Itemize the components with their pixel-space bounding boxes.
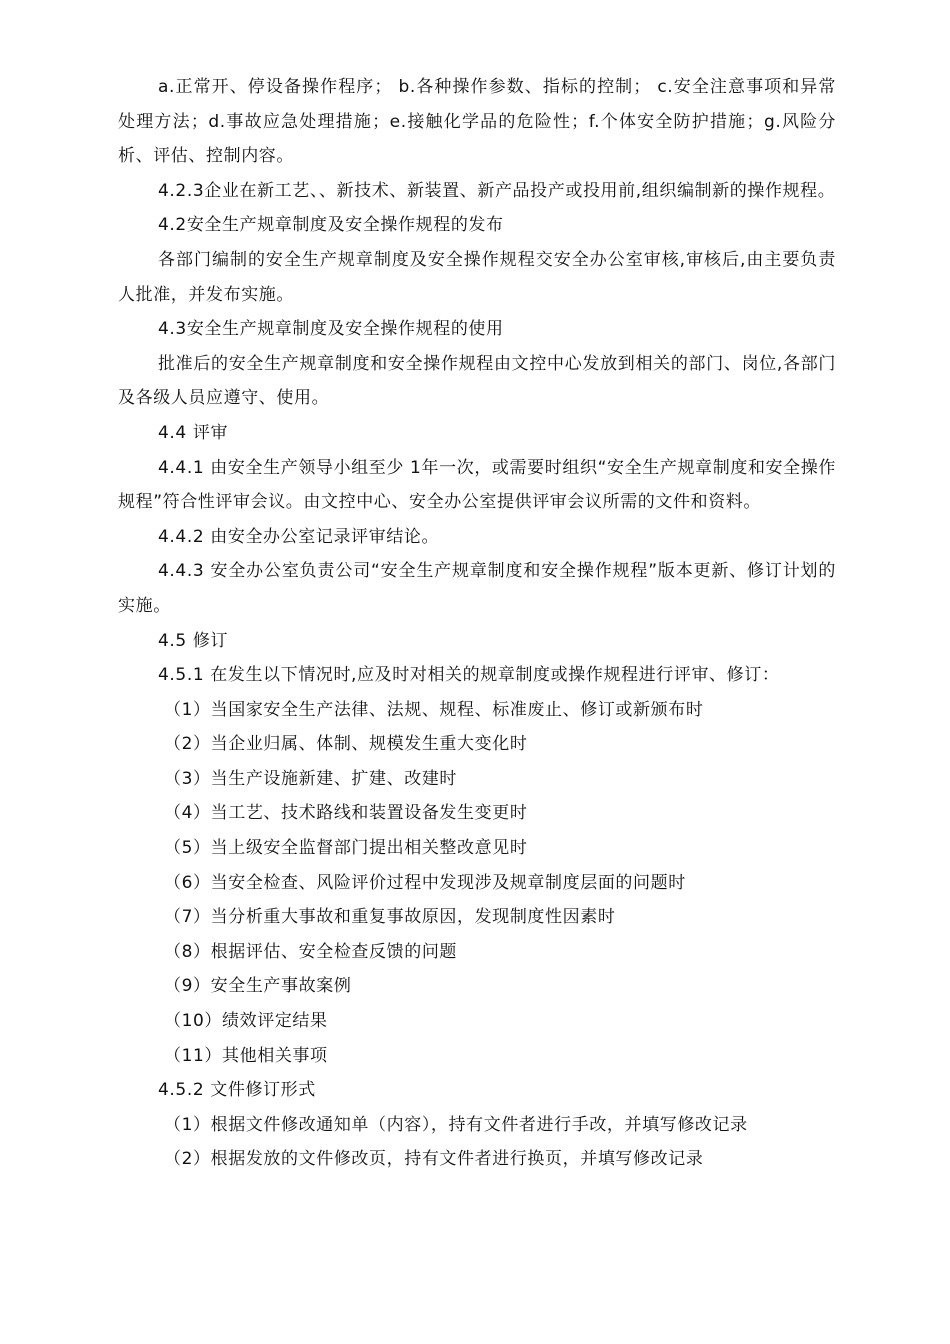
clause-4-2-3: 4.2.3企业在新工艺、、新技术、新装置、新产品投产或投用前,组织编制新的操作规程。	[158, 180, 836, 201]
list-item: （2）当企业归属、体制、规模发生重大变化时	[164, 734, 528, 755]
heading-4-5-2: 4.5.2 文件修订形式	[158, 1080, 316, 1101]
list-item: （8）根据评估、安全检查反馈的问题	[164, 941, 458, 962]
list-item: （11）其他相关事项	[164, 1045, 328, 1066]
heading-4-4: 4.4 评审	[158, 422, 229, 443]
list-item: （1）根据文件修改通知单（内容），持有文件者进行手改，并填写修改记录	[164, 1114, 748, 1135]
clause-4-5-1: 4.5.1 在发生以下情况时,应及时对相关的规章制度或操作规程进行评审、修订：	[158, 665, 780, 686]
list-item: （4）当工艺、技术路线和装置设备发生变更时	[164, 803, 528, 824]
list-item: （10）绩效评定结果	[164, 1011, 328, 1032]
revision-conditions-list	[118, 693, 836, 1074]
clause-4-4-1: 4.4.1 由安全生产领导小组至少 1年一次，或需要时组织“安全生产规章制度和安全操作规程”符合性评审会议。由文控中心、安全办公室提供评审会议所需的文件和资料。	[118, 457, 836, 513]
intro-paragraph: a.正常开、停设备操作程序； b.各种操作参数、指标的控制； c.安全注意事项和异常处理方法；d.事故应急处理措施；e.接触化学品的危险性；f.个体安全防护措施；g.风险分析、评估、控制内容。	[118, 77, 836, 167]
list-item: （7）当分析重大事故和重复事故原因，发现制度性因素时	[164, 907, 616, 928]
clause-4-4-2: 4.4.2 由安全办公室记录评审结论。	[158, 526, 440, 547]
clause-4-3-body: 批准后的安全生产规章制度和安全操作规程由文控中心发放到相关的部门、岗位,各部门及各级人员应遵守、使用。	[118, 353, 836, 409]
clause-4-2-body: 各部门编制的安全生产规章制度及安全操作规程交安全办公室审核,审核后,由主要负责人批准，并发布实施。	[118, 249, 836, 305]
heading-4-5: 4.5 修订	[158, 630, 229, 651]
clause-4-4-3: 4.4.3 安全办公室负责公司“安全生产规章制度和安全操作规程”版本更新、修订计划的实施。	[118, 561, 836, 616]
list-item: （5）当上级安全监督部门提出相关整改意见时	[164, 838, 528, 859]
revision-forms-list	[118, 1108, 836, 1177]
document-page	[118, 70, 836, 1177]
list-item: （2）根据发放的文件修改页，持有文件者进行换页，并填写修改记录	[164, 1149, 704, 1170]
list-item: （9）安全生产事故案例	[164, 976, 352, 997]
list-item: （1）当国家安全生产法律、法规、规程、标准废止、修订或新颁布时	[164, 699, 704, 720]
heading-4-2: 4.2安全生产规章制度及安全操作规程的发布	[158, 215, 504, 236]
list-item: （3）当生产设施新建、扩建、改建时	[164, 768, 458, 789]
list-item: （6）当安全检查、风险评价过程中发现涉及规章制度层面的问题时	[164, 872, 686, 893]
heading-4-3: 4.3安全生产规章制度及安全操作规程的使用	[158, 319, 504, 340]
